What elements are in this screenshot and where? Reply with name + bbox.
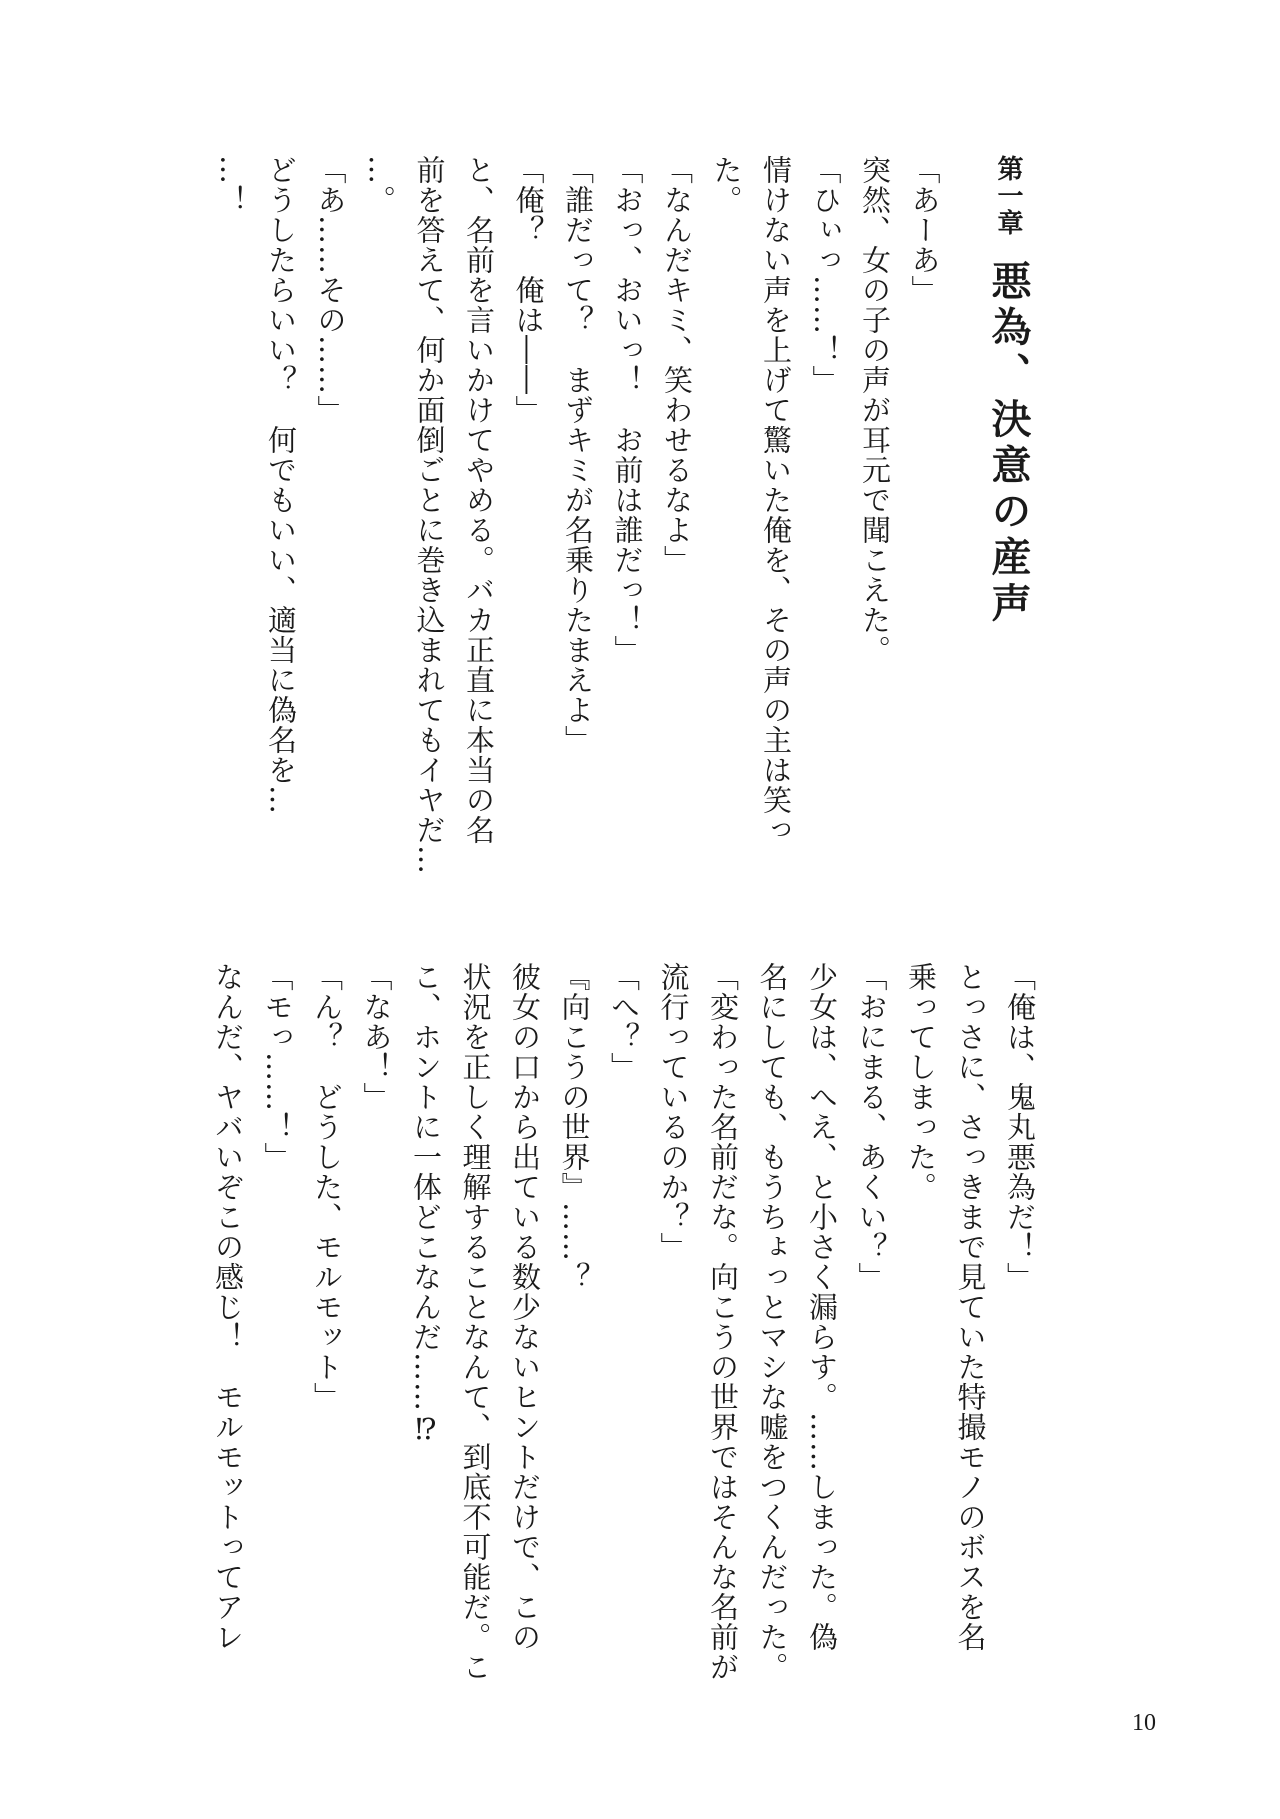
text-line: 「モっ……！」 bbox=[260, 962, 295, 1172]
text-line: 「ひぃっ……！」 bbox=[808, 155, 843, 395]
text-line: …。 bbox=[363, 155, 397, 215]
text-line: 「なんだキミ、笑わせるなよ」 bbox=[660, 155, 694, 575]
text-line: 「変わった名前だな。向こうの世界ではそんな名前が bbox=[706, 962, 740, 1682]
text-line: 状況を正しく理解することなんて、到底不可能だ。こ bbox=[458, 962, 493, 1682]
text-line: 前を答えて、何か面倒ごとに巻き込まれてもイヤだ… bbox=[412, 155, 447, 875]
upper-text-block bbox=[214, 155, 1032, 875]
text-line: 『向こうの世界』……？ bbox=[557, 962, 592, 1292]
text-line: 少女は、へえ、と小さく漏らす。……しまった。偽 bbox=[805, 962, 839, 1652]
text-line: 流行っているのか？」 bbox=[656, 962, 691, 1262]
text-line: 「なあ！」 bbox=[359, 962, 394, 1112]
text-line: 「おっ、おいっ！ お前は誰だっ！」 bbox=[610, 155, 645, 665]
text-line: 「俺？ 俺は――」 bbox=[511, 155, 546, 425]
chapter-heading bbox=[983, 155, 1033, 855]
text-line: 「俺は、鬼丸悪為だ！」 bbox=[1003, 962, 1037, 1292]
chapter-number: 第一章 bbox=[993, 155, 1023, 236]
text-line: 突然、女の子の声が耳元で聞こえた。 bbox=[858, 155, 892, 665]
lower-text-block bbox=[184, 962, 1044, 1682]
text-line: 「誰だって？ まずキミが名乗りたまえよ」 bbox=[561, 155, 595, 755]
text-line: 「あ……その……」 bbox=[313, 155, 348, 425]
text-line: どうしたらいい？ 何でもいい、適当に偽名を… bbox=[264, 155, 298, 815]
text-line: なんだ、ヤバいぞこの感じ！ モルモットってアレ bbox=[211, 962, 245, 1652]
text-line: 乗ってしまった。 bbox=[904, 962, 938, 1202]
text-line: …！ bbox=[214, 155, 249, 215]
chapter-title: 悪為、決意の産声 bbox=[985, 260, 1031, 628]
text-line: と、名前を言いかけてやめる。バカ正直に本当の名 bbox=[462, 155, 496, 845]
text-line: 「へ？」 bbox=[607, 962, 641, 1082]
text-line: 「あーあ」 bbox=[907, 155, 942, 305]
text-line: 情けない声を上げて驚いた俺を、その声の主は笑っ bbox=[759, 155, 793, 845]
text-line: 「ん？ どうした、モルモット」 bbox=[310, 962, 344, 1412]
text-line: こ、ホントに一体どこなんだ……⁉ bbox=[409, 962, 443, 1447]
text-line: 「おにまる、あくい？」 bbox=[854, 962, 889, 1292]
page-number: 10 bbox=[1132, 1710, 1156, 1736]
text-line: た。 bbox=[709, 155, 744, 215]
text-line: 彼女の口から出ている数少ないヒントだけで、この bbox=[508, 962, 542, 1652]
text-line: とっさに、さっきまで見ていた特撮モノのボスを名 bbox=[953, 962, 988, 1652]
text-line: 名にしても、もうちょっとマシな嘘をつくんだった。 bbox=[755, 962, 790, 1682]
